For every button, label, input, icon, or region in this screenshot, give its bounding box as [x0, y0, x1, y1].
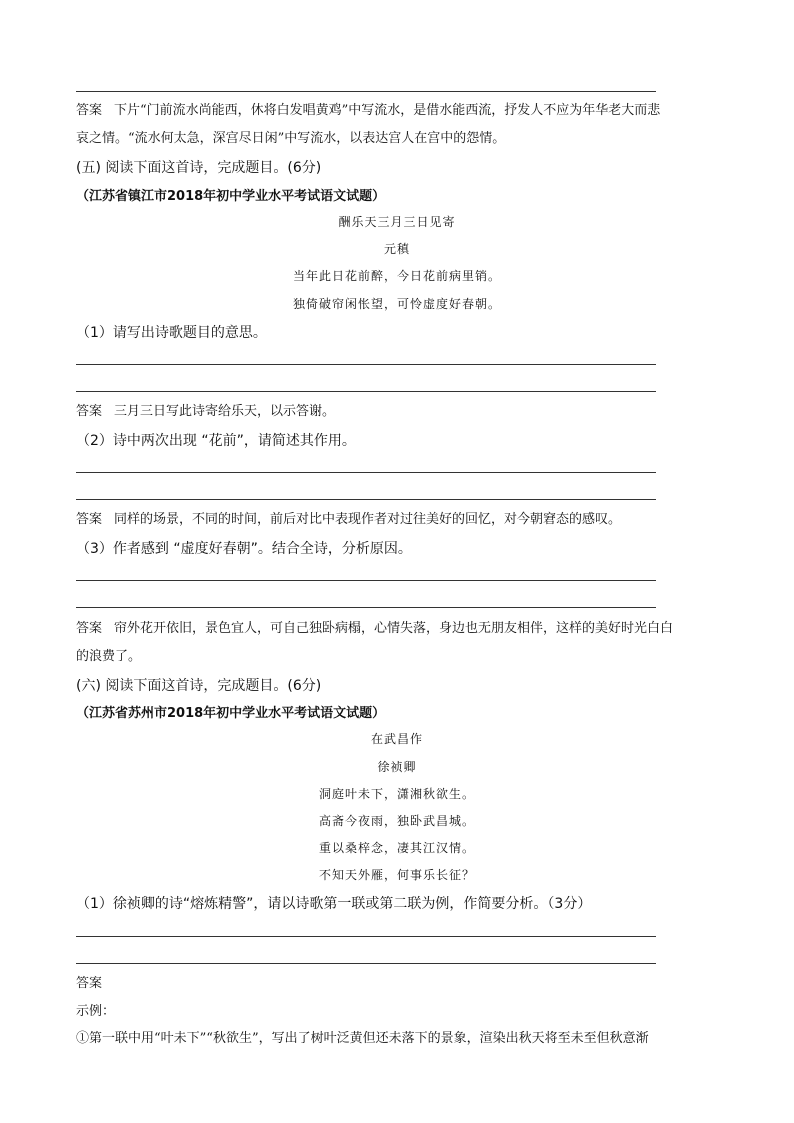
answer-blank-line[interactable] [76, 391, 656, 392]
answer-blank-line[interactable] [76, 499, 656, 500]
answer-text: 的浪费了。 [76, 649, 142, 664]
section-heading: (六) 阅读下面这首诗，完成题目。(6分) [76, 678, 322, 694]
answer-label: 答案 [76, 512, 103, 527]
answer-label: 答案 [76, 621, 103, 636]
poem-line: 当年此日花前醉，今日花前病里销。 [292, 269, 501, 283]
poem-line: 洞庭叶未下，潇湘秋欲生。 [318, 787, 475, 801]
answer-line [76, 102, 660, 120]
answer-blank-line[interactable] [76, 472, 656, 473]
question-1: （1）徐祯卿的诗“熔炼精警”，请以诗歌第一联或第二联为例，作简要分析。（3分） [76, 896, 592, 912]
poem-title: 在武昌作 [370, 732, 423, 746]
answer-line [76, 403, 335, 421]
question-2: （2）诗中两次出现 “花前”，请简述其作用。 [76, 433, 356, 449]
source-citation: （江苏省苏州市2018年初中学业水平考试语文试题） [76, 706, 386, 721]
answer-text: 同样的场景，不同的时间，前后对比中表现作者对过往美好的回忆，对今朝窘态的感叹。 [114, 512, 622, 527]
answer-blank-line[interactable] [76, 607, 656, 608]
answer-text: 下片“门前流水尚能西，休将白发唱黄鸡”中写流水，是借水能西流，抒发人不应为年华老大而悲 [114, 103, 661, 118]
answer-blank-line[interactable] [76, 580, 656, 581]
answer-text: 帘外花开依旧，景色宜人，可自己独卧病榻，心情失落，身边也无朋友相伴，这样的美好时光白白 [114, 621, 674, 636]
divider-line [76, 91, 656, 92]
question-1: （1）请写出诗歌题目的意思。 [76, 325, 267, 341]
answer-label: 答案 [76, 976, 103, 991]
answer-label: 答案 [76, 404, 103, 419]
answer-label: 答案 [76, 103, 103, 118]
section-heading: (五) 阅读下面这首诗，完成题目。(6分) [76, 160, 322, 176]
example-label: 示例： [76, 1004, 116, 1019]
poem-line: 高斋今夜雨，独卧武昌城。 [318, 814, 475, 828]
poem-line: 不知天外雁，何事乐长征？ [318, 868, 475, 882]
question-3: （3）作者感到 “虚度好春朝”。结合全诗，分析原因。 [76, 541, 412, 557]
poem-author: 徐祯卿 [377, 760, 417, 774]
answer-line [76, 620, 673, 638]
answer-blank-line[interactable] [76, 364, 656, 365]
answer-text: ①第一联中用“叶未下”“秋欲生”，写出了树叶泛黄但还未落下的景象，渲染出秋天将至未至但秋意渐 [76, 1031, 649, 1046]
answer-blank-line[interactable] [76, 963, 656, 964]
answer-blank-line[interactable] [76, 936, 656, 937]
poem-author: 元稹 [383, 242, 410, 256]
poem-line: 独倚破帘闲怅望，可怜虚度好春朝。 [292, 297, 501, 311]
poem-line: 重以桑梓念，凄其江汉情。 [318, 841, 475, 855]
poem-title: 酬乐天三月三日见寄 [338, 215, 456, 229]
answer-line [76, 511, 621, 529]
source-citation: （江苏省镇江市2018年初中学业水平考试语文试题） [76, 189, 386, 204]
answer-text: 哀之情。“流水何太急，深宫尽日闲”中写流水，以表达宫人在宫中的怨情。 [76, 131, 506, 146]
answer-text: 三月三日写此诗寄给乐天，以示答谢。 [114, 404, 336, 419]
